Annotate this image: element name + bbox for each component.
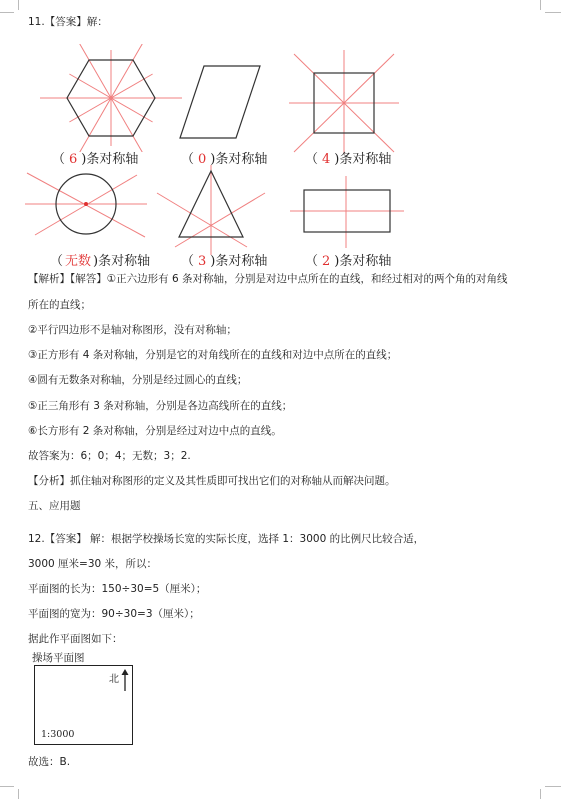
crop-mark [545, 786, 561, 787]
north-arrow-icon [121, 669, 129, 691]
caption-parallelogram [181, 148, 267, 167]
caption-triangle [181, 250, 267, 269]
question-11-header: 11.【答案】解： [28, 16, 108, 28]
caption-rectangle [305, 250, 391, 269]
axis-count: 无数 [65, 254, 92, 269]
analysis-line: ⑥长方形有 2 条对称轴，分别是经过对边中点的直线。 [28, 425, 282, 437]
square-figure [289, 50, 399, 154]
crop-mark [18, 789, 19, 799]
summary-line: 【分析】抓住轴对称图形的定义及其性质即可找出它们的对称轴从而解决问题。 [28, 475, 396, 487]
axis-count: 0 [198, 152, 207, 167]
caption-open: （ [52, 152, 66, 167]
section-heading: 五、应用题 [28, 500, 81, 512]
caption-hexagon [52, 148, 138, 167]
crop-mark [18, 0, 19, 10]
parallelogram-figure [178, 62, 264, 142]
axis-count: 2 [322, 254, 331, 269]
rectangle-figure [290, 176, 404, 248]
question-12-line: 12.【答案】 解：根据学校操场长宽的实际长度，选择 1：3000 的比例尺比较合适， [28, 533, 425, 545]
caption-open: （ [181, 254, 195, 269]
caption-circle [50, 250, 150, 269]
axis-count: 6 [69, 152, 78, 167]
caption-square [305, 148, 391, 167]
question-12-line: 平面图的宽为：90÷30=3（厘米）； [28, 608, 200, 620]
caption-open: （ [305, 152, 319, 167]
crop-mark [545, 12, 561, 13]
axis-count: 3 [198, 254, 207, 269]
analysis-line: ②平行四边形不是轴对称图形，没有对称轴； [28, 324, 237, 336]
caption-text: )条对称轴 [93, 254, 151, 269]
analysis-line: ⑤正三角形有 3 条对称轴，分别是各边高线所在的直线； [28, 400, 293, 412]
caption-text: )条对称轴 [210, 152, 268, 167]
caption-text: )条对称轴 [334, 152, 392, 167]
caption-text: )条对称轴 [334, 254, 392, 269]
answer-line: 故答案为：6；0；4；无数；3；2. [28, 450, 191, 462]
analysis-line: ③正方形有 4 条对称轴，分别是它的对角线所在的直线和对边中点所在的直线； [28, 349, 398, 361]
scale-label: 1:3000 [41, 729, 75, 740]
circle-figure [25, 165, 147, 245]
axis-count: 4 [322, 152, 331, 167]
crop-mark [540, 0, 541, 10]
analysis-line: ④圆有无数条对称轴，分别是经过圆心的直线； [28, 374, 248, 386]
caption-open: （ [50, 254, 64, 269]
question-12-line: 3000 厘米=30 米，所以： [28, 558, 158, 570]
crop-mark [0, 12, 14, 13]
hexagon-figure [38, 44, 184, 152]
caption-text: )条对称轴 [210, 254, 268, 269]
caption-open: （ [181, 152, 195, 167]
analysis-line: 【解析】【解答】①正六边形有 6 条对称轴，分别是对边中点所在的直线，和经过相对的两个角的对角线 [28, 273, 508, 285]
north-label: 北 [109, 674, 119, 685]
caption-text: )条对称轴 [81, 152, 139, 167]
question-12-line: 据此作平面图如下： [28, 633, 123, 645]
crop-mark [0, 786, 14, 787]
map-title: 操场平面图 [32, 652, 85, 664]
playground-plan [34, 665, 133, 745]
analysis-line: 所在的直线； [28, 299, 91, 311]
triangle-figure [155, 165, 267, 255]
question-12-line: 平面图的长为：150÷30=5（厘米）； [28, 583, 207, 595]
crop-mark [540, 789, 541, 799]
caption-open: （ [305, 254, 319, 269]
conclusion-line: 故选：B. [28, 756, 71, 768]
